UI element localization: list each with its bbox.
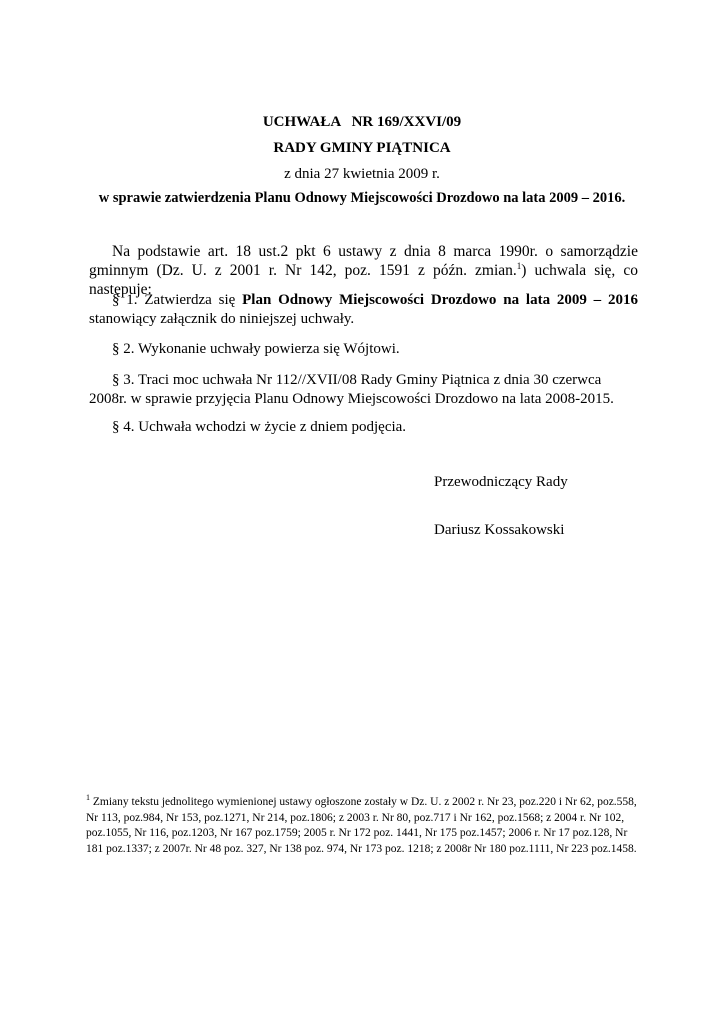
footnote-marker: 1 <box>86 793 90 803</box>
footnote-reference: 1 <box>516 260 522 271</box>
paragraph-1-line <box>89 291 638 310</box>
paragraph-4: § 4. Uchwała wchodzi w życie z dniem podjęcia. <box>112 419 407 435</box>
paragraph-1-prefix: § 1. Zatwierdza się <box>112 292 243 308</box>
legal-basis-text: Na podstawie art. 18 ust.2 pkt 6 ustawy z dnia 8 marca 1990r. o samorządzie gminnym (Dz. U. z 2001 r. Nr 142, poz. 1591 z późn. zmian. <box>89 243 638 279</box>
paragraph-1-plan-title: Plan Odnowy Miejscowości Drozdowo na lata 2009 – 2016 <box>242 292 638 308</box>
resolution-subject: w sprawie zatwierdzenia Planu Odnowy Miejscowości Drozdowo na lata 2009 – 2016. <box>98 190 626 206</box>
footnote-text: Zmiany tekstu jednolitego wymienionej ustawy ogłoszone zostały w Dz. U. z 2002 r. Nr 23, poz.220 i Nr 62, poz.558, Nr 113, poz.984, Nr 153, poz.1271, Nr 214, poz.1806; z 2003 r. Nr 80, poz.717 i Nr 162, poz.1568; z 2004 r. Nr 102, poz.1055, Nr 116, poz.1203, Nr 167 poz.1759; 2005 r. Nr 172 poz. 1441, Nr 175 poz.1457; 2006 r. Nr 17 poz.128, Nr 181 poz.1337; z 2007r. Nr 48 poz. 327, Nr 138 poz. 974, Nr 173 poz. 1218; z 2008r Nr 180 poz.1111, Nr 223 poz.1458. <box>86 796 637 855</box>
council-name: RADY GMINY PIĄTNICA <box>273 140 451 156</box>
paragraph-1-suffix: stanowiący załącznik do niniejszej uchwały. <box>89 311 355 327</box>
legal-basis-text-end: ) uchwala się, co następuje: <box>89 262 638 298</box>
signature-name: Dariusz Kossakowski <box>434 522 565 538</box>
resolution-number: UCHWAŁA NR 169/XXVI/09 <box>262 114 462 130</box>
paragraph-2: § 2. Wykonanie uchwały powierza się Wójtowi. <box>112 341 400 357</box>
paragraph-3: § 3. Traci moc uchwała Nr 112//XVII/08 Rady Gminy Piątnica z dnia 30 czerwca 2008r. w sprawie przyjęcia Planu Odnowy Miejscowości Drozdowo na lata 2008-2015. <box>89 372 614 407</box>
resolution-date: z dnia 27 kwietnia 2009 r. <box>284 166 440 182</box>
paragraph-1 <box>89 291 638 329</box>
footnote <box>86 795 638 857</box>
signature-role: Przewodniczący Rady <box>434 474 568 490</box>
